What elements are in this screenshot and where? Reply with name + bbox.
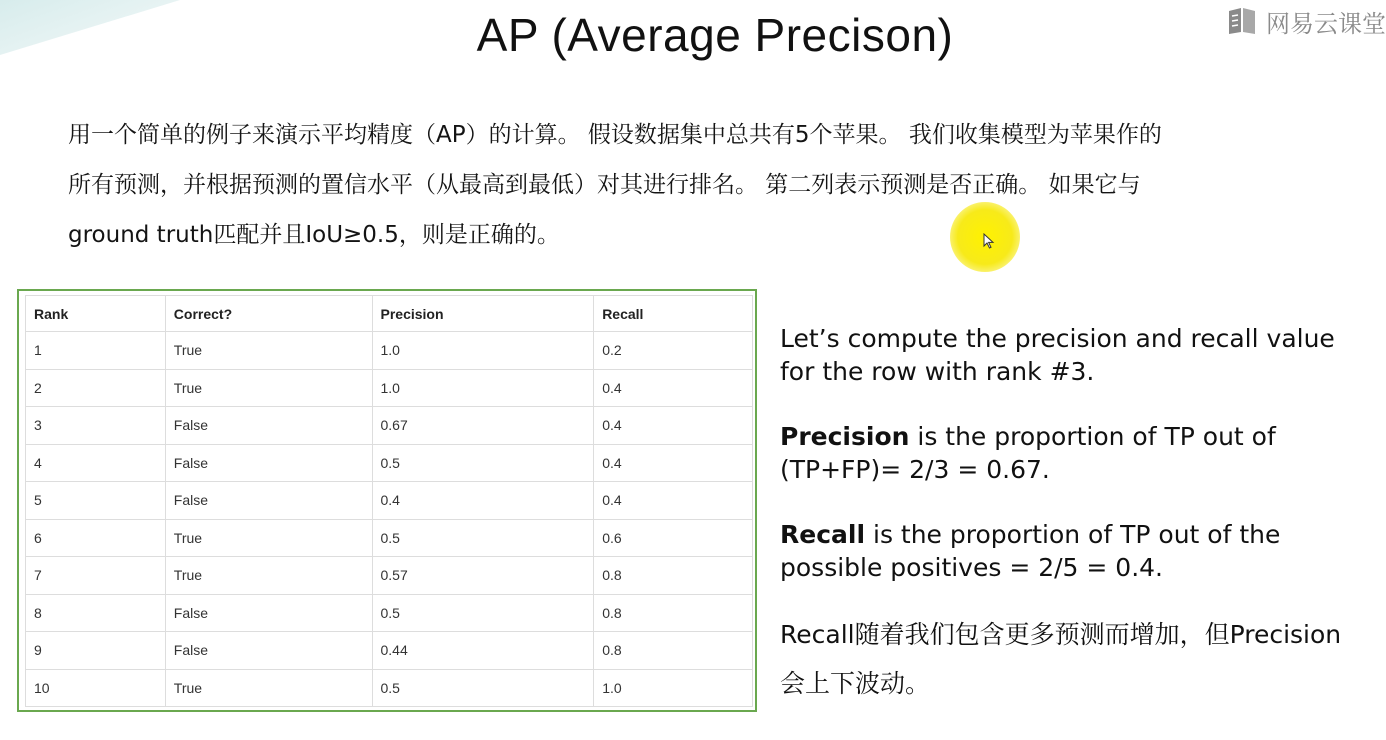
cell-correct: True xyxy=(165,369,372,407)
cell-rank: 7 xyxy=(26,557,166,595)
cell-recall: 0.8 xyxy=(594,557,753,595)
table-header-row xyxy=(26,296,753,332)
table-row xyxy=(26,444,753,482)
precision-text: is the proportion of TP out of xyxy=(909,422,1276,451)
cell-precision: 0.5 xyxy=(372,444,594,482)
cell-correct: False xyxy=(165,444,372,482)
table-row xyxy=(26,332,753,370)
cell-correct: True xyxy=(165,669,372,707)
book-icon xyxy=(1226,7,1258,35)
cell-precision: 0.4 xyxy=(372,482,594,520)
precision-definition xyxy=(780,420,1380,486)
cell-recall: 0.6 xyxy=(594,519,753,557)
cell-recall: 0.4 xyxy=(594,444,753,482)
recall-text: is the proportion of TP out of the xyxy=(865,520,1281,549)
table-row xyxy=(26,557,753,595)
cell-precision: 0.57 xyxy=(372,557,594,595)
cell-correct: True xyxy=(165,557,372,595)
cell-recall: 1.0 xyxy=(594,669,753,707)
recall-formula: possible positives = 2/5 = 0.4. xyxy=(780,553,1164,582)
cell-correct: False xyxy=(165,594,372,632)
precision-formula: (TP+FP)= 2/3 = 0.67. xyxy=(780,455,1050,484)
cell-precision: 1.0 xyxy=(372,332,594,370)
cell-recall: 0.4 xyxy=(594,369,753,407)
table-body xyxy=(26,332,753,707)
column-header-recall: Recall xyxy=(594,296,753,332)
cell-correct: False xyxy=(165,407,372,445)
precision-recall-table xyxy=(25,295,753,707)
intro-line: ground truth匹配并且IoU≥0.5，则是正确的。 xyxy=(68,222,560,248)
cell-recall: 0.8 xyxy=(594,594,753,632)
cell-correct: False xyxy=(165,632,372,670)
cell-rank: 5 xyxy=(26,482,166,520)
table-row xyxy=(26,407,753,445)
cell-precision: 0.5 xyxy=(372,594,594,632)
intro-line: 用一个简单的例子来演示平均精度（AP）的计算。 假设数据集中总共有5个苹果。 我们收集模型为苹果作的 xyxy=(68,122,1162,148)
note-line-1: Recall随着我们包含更多预测而增加，但Precision xyxy=(780,620,1342,649)
compute-line-2: for the row with rank #3. xyxy=(780,357,1095,386)
table-row xyxy=(26,632,753,670)
column-header-rank: Rank xyxy=(26,296,166,332)
cell-recall: 0.8 xyxy=(594,632,753,670)
recall-definition xyxy=(780,518,1380,584)
note-line-2: 会上下波动。 xyxy=(780,669,931,698)
cell-rank: 6 xyxy=(26,519,166,557)
recall-precision-note xyxy=(780,610,1380,708)
cell-rank: 4 xyxy=(26,444,166,482)
table-row xyxy=(26,519,753,557)
compute-line-1: Let’s compute the precision and recall value xyxy=(780,324,1335,353)
cell-rank: 2 xyxy=(26,369,166,407)
precision-term: Precision xyxy=(780,422,910,451)
cell-rank: 8 xyxy=(26,594,166,632)
watermark-text: 网易云课堂 xyxy=(1266,9,1386,38)
cell-rank: 3 xyxy=(26,407,166,445)
table-row xyxy=(26,594,753,632)
cell-recall: 0.4 xyxy=(594,407,753,445)
cell-correct: True xyxy=(165,332,372,370)
watermark xyxy=(1226,4,1386,38)
cell-precision: 0.44 xyxy=(372,632,594,670)
mouse-cursor-icon xyxy=(983,233,995,249)
cell-rank: 10 xyxy=(26,669,166,707)
cell-rank: 9 xyxy=(26,632,166,670)
column-header-precision: Precision xyxy=(372,296,594,332)
cell-recall: 0.2 xyxy=(594,332,753,370)
intro-paragraph xyxy=(68,110,1358,260)
precision-recall-table-frame xyxy=(17,289,757,712)
table-row xyxy=(26,369,753,407)
cell-precision: 0.5 xyxy=(372,669,594,707)
slide-title: AP (Average Precison) xyxy=(476,9,954,61)
intro-line: 所有预测，并根据预测的置信水平（从最高到最低）对其进行排名。 第二列表示预测是否正确。 如果它与 xyxy=(68,172,1141,198)
compute-intro xyxy=(780,322,1380,388)
cell-precision: 0.5 xyxy=(372,519,594,557)
cell-recall: 0.4 xyxy=(594,482,753,520)
cell-correct: False xyxy=(165,482,372,520)
column-header-correct: Correct? xyxy=(165,296,372,332)
cell-correct: True xyxy=(165,519,372,557)
cell-precision: 0.67 xyxy=(372,407,594,445)
recall-term: Recall xyxy=(780,520,866,549)
table-row xyxy=(26,482,753,520)
explanation-panel xyxy=(780,322,1380,740)
cell-precision: 1.0 xyxy=(372,369,594,407)
table-row xyxy=(26,669,753,707)
cell-rank: 1 xyxy=(26,332,166,370)
